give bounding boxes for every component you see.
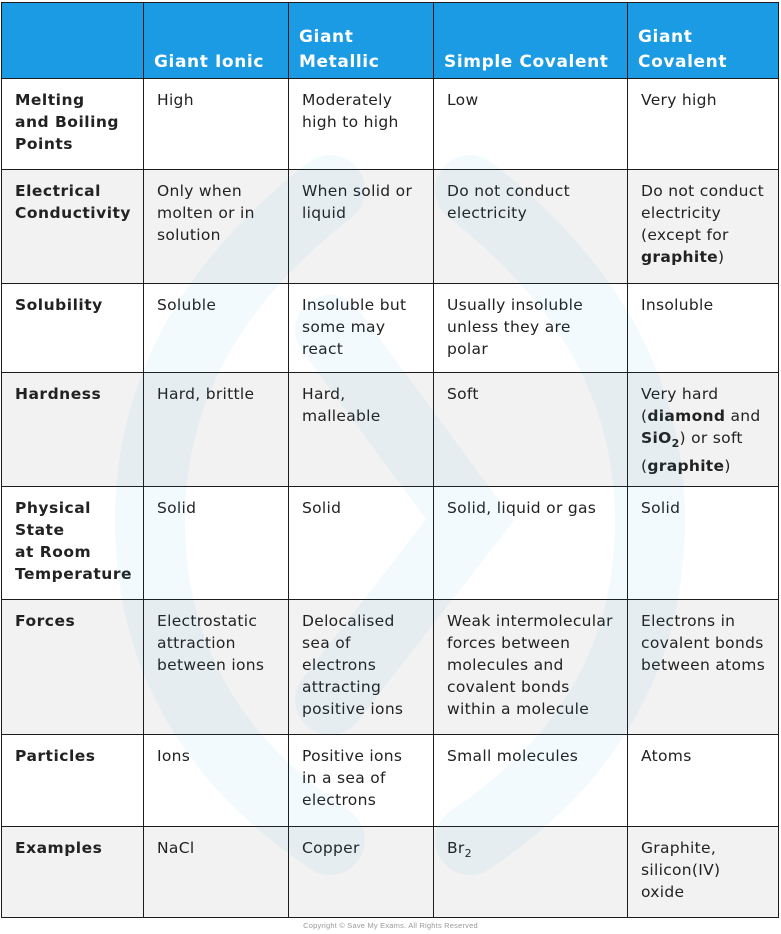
row-hardness (2, 373, 779, 487)
cell-line: between atoms (641, 656, 766, 674)
row-conductivity (2, 170, 779, 284)
row-label (2, 79, 144, 170)
copyright-notice: Copyright © Save My Exams. All Rights Reserved (303, 921, 478, 930)
cell-simple-covalent (434, 373, 628, 487)
cell-giant-covalent (628, 79, 779, 170)
cell-line: Low (447, 91, 479, 109)
header-line: Giant (299, 27, 354, 47)
row-melting (2, 79, 779, 170)
label-line: Forces (15, 612, 76, 630)
cell-line: Usually insoluble (447, 296, 584, 314)
cell-line: Hard, (302, 385, 346, 403)
cell-ionic (144, 827, 289, 918)
cell-ionic (144, 487, 289, 600)
row-label (2, 373, 144, 487)
header-simple-covalent: Simple Covalent (434, 3, 628, 79)
formula-subscript: 2 (464, 847, 472, 860)
header-giant-covalent (628, 3, 779, 79)
cell-ionic (144, 79, 289, 170)
cell-line: When solid or (302, 182, 413, 200)
cell-line: positive ions (302, 700, 404, 718)
label-line: Physical (15, 499, 91, 517)
cell-line: polar (447, 340, 488, 358)
label-line: State (15, 521, 65, 539)
label-line: Examples (15, 839, 103, 857)
cell-line: forces between (447, 634, 571, 652)
cell-line: Solid (641, 499, 681, 517)
cell-giant-covalent (628, 373, 779, 487)
cell-line: solution (157, 226, 221, 244)
cell-line: Electrons in (641, 612, 736, 630)
cell-line: electrons (302, 791, 377, 809)
cell-line: some may (302, 318, 386, 336)
cell-fragment: ) (717, 248, 725, 266)
cell-line: unless they are (447, 318, 571, 336)
cell-metallic (289, 827, 434, 918)
cell-line: electricity (641, 204, 722, 222)
cell-line: molten or in (157, 204, 255, 222)
cell-ionic (144, 600, 289, 735)
cell-simple-covalent (434, 827, 628, 918)
cell-line: react (302, 340, 344, 358)
cell-line: between ions (157, 656, 265, 674)
cell-metallic (289, 600, 434, 735)
cell-giant-covalent (628, 735, 779, 827)
cell-metallic (289, 487, 434, 600)
header-line: Giant (638, 27, 693, 47)
cell-fragment: ) or soft (679, 429, 743, 447)
cell-line: NaCl (157, 839, 195, 857)
cell-line: Graphite, (641, 839, 717, 857)
cell-line: Very hard (641, 385, 719, 403)
cell-line: in a sea of (302, 769, 386, 787)
header-giant-ionic: Giant Ionic (144, 3, 289, 79)
formula-base: SiO (641, 429, 672, 447)
header-giant-metallic (289, 3, 434, 79)
cell-line: Very high (641, 91, 717, 109)
cell-fragment: ( (641, 407, 648, 425)
cell-line: molecules and (447, 656, 564, 674)
cell-line: Solid, liquid or gas (447, 499, 597, 517)
cell-line: covalent bonds (447, 678, 570, 696)
cell-line: Do not conduct (641, 182, 764, 200)
row-physical-state (2, 487, 779, 600)
row-solubility (2, 284, 779, 373)
cell-simple-covalent (434, 79, 628, 170)
comparison-table (1, 2, 779, 918)
header-line: Metallic (299, 52, 380, 72)
cell-giant-covalent (628, 284, 779, 373)
cell-metallic (289, 170, 434, 284)
cell-line: Hard, brittle (157, 385, 255, 403)
cell-line: Moderately (302, 91, 393, 109)
cell-line: Solid (157, 499, 197, 517)
cell-ionic (144, 373, 289, 487)
row-label (2, 827, 144, 918)
cell-line: Copper (302, 839, 360, 857)
cell-giant-covalent (628, 170, 779, 284)
cell-line: Atoms (641, 747, 692, 765)
cell-line: Only when (157, 182, 242, 200)
cell-line: electrons (302, 656, 377, 674)
label-line: Temperature (15, 565, 132, 583)
cell-line: Soft (447, 385, 479, 403)
cell-ionic (144, 284, 289, 373)
label-line: Particles (15, 747, 96, 765)
cell-line: electricity (447, 204, 528, 222)
cell-giant-covalent (628, 487, 779, 600)
label-line: Hardness (15, 385, 102, 403)
label-line: Melting (15, 91, 85, 109)
row-label (2, 487, 144, 600)
cell-fragment: ( (641, 457, 648, 475)
cell-simple-covalent (434, 487, 628, 600)
row-label (2, 284, 144, 373)
cell-line: Positive ions (302, 747, 403, 765)
cell-line: Weak intermolecular (447, 612, 613, 630)
formula-base: Br (447, 839, 465, 857)
cell-fragment: and (725, 407, 761, 425)
cell-metallic (289, 735, 434, 827)
row-label (2, 600, 144, 735)
cell-ionic (144, 170, 289, 284)
cell-line: within a molecule (447, 700, 590, 718)
row-forces (2, 600, 779, 735)
diamond-term: diamond (647, 407, 726, 425)
cell-giant-covalent (628, 827, 779, 918)
cell-line: attraction (157, 634, 236, 652)
cell-line: (except for (641, 226, 729, 244)
header-line: Covalent (638, 52, 728, 72)
row-label (2, 170, 144, 284)
table-header-row (2, 3, 779, 79)
graphite-term: graphite (647, 457, 725, 475)
row-particles (2, 735, 779, 827)
cell-line: silicon(IV) (641, 861, 721, 879)
row-label (2, 735, 144, 827)
cell-line: sea of (302, 634, 351, 652)
cell-simple-covalent (434, 284, 628, 373)
cell-line: Insoluble (641, 296, 714, 314)
cell-line: attracting (302, 678, 382, 696)
cell-metallic (289, 79, 434, 170)
cell-line: Do not conduct (447, 182, 570, 200)
cell-line: Small molecules (447, 747, 579, 765)
cell-simple-covalent (434, 170, 628, 284)
row-examples (2, 827, 779, 918)
cell-giant-covalent (628, 600, 779, 735)
header-corner-cell (2, 3, 144, 79)
cell-fragment: ) (724, 457, 731, 475)
label-line: at Room (15, 543, 92, 561)
cell-simple-covalent (434, 600, 628, 735)
cell-line: High (157, 91, 194, 109)
formula-subscript: 2 (671, 437, 680, 450)
cell-simple-covalent (434, 735, 628, 827)
graphite-term: graphite (641, 248, 718, 266)
cell-line: Delocalised (302, 612, 395, 630)
cell-line: Insoluble but (302, 296, 407, 314)
cell-ionic (144, 735, 289, 827)
label-line: Solubility (15, 296, 103, 314)
cell-line: high to high (302, 113, 399, 131)
label-line: Electrical (15, 182, 101, 200)
label-line: Conductivity (15, 204, 132, 222)
cell-line: Electrostatic (157, 612, 258, 630)
sio2-term (641, 429, 680, 450)
cell-line: Ions (157, 747, 191, 765)
label-line: Points (15, 135, 73, 153)
cell-line: covalent bonds (641, 634, 764, 652)
cell-metallic (289, 284, 434, 373)
cell-line: liquid (302, 204, 347, 222)
cell-metallic (289, 373, 434, 487)
cell-line: Soluble (157, 296, 217, 314)
cell-line: oxide (641, 883, 685, 901)
cell-line: malleable (302, 407, 381, 425)
label-line: and Boiling (15, 113, 120, 131)
cell-line: Solid (302, 499, 342, 517)
